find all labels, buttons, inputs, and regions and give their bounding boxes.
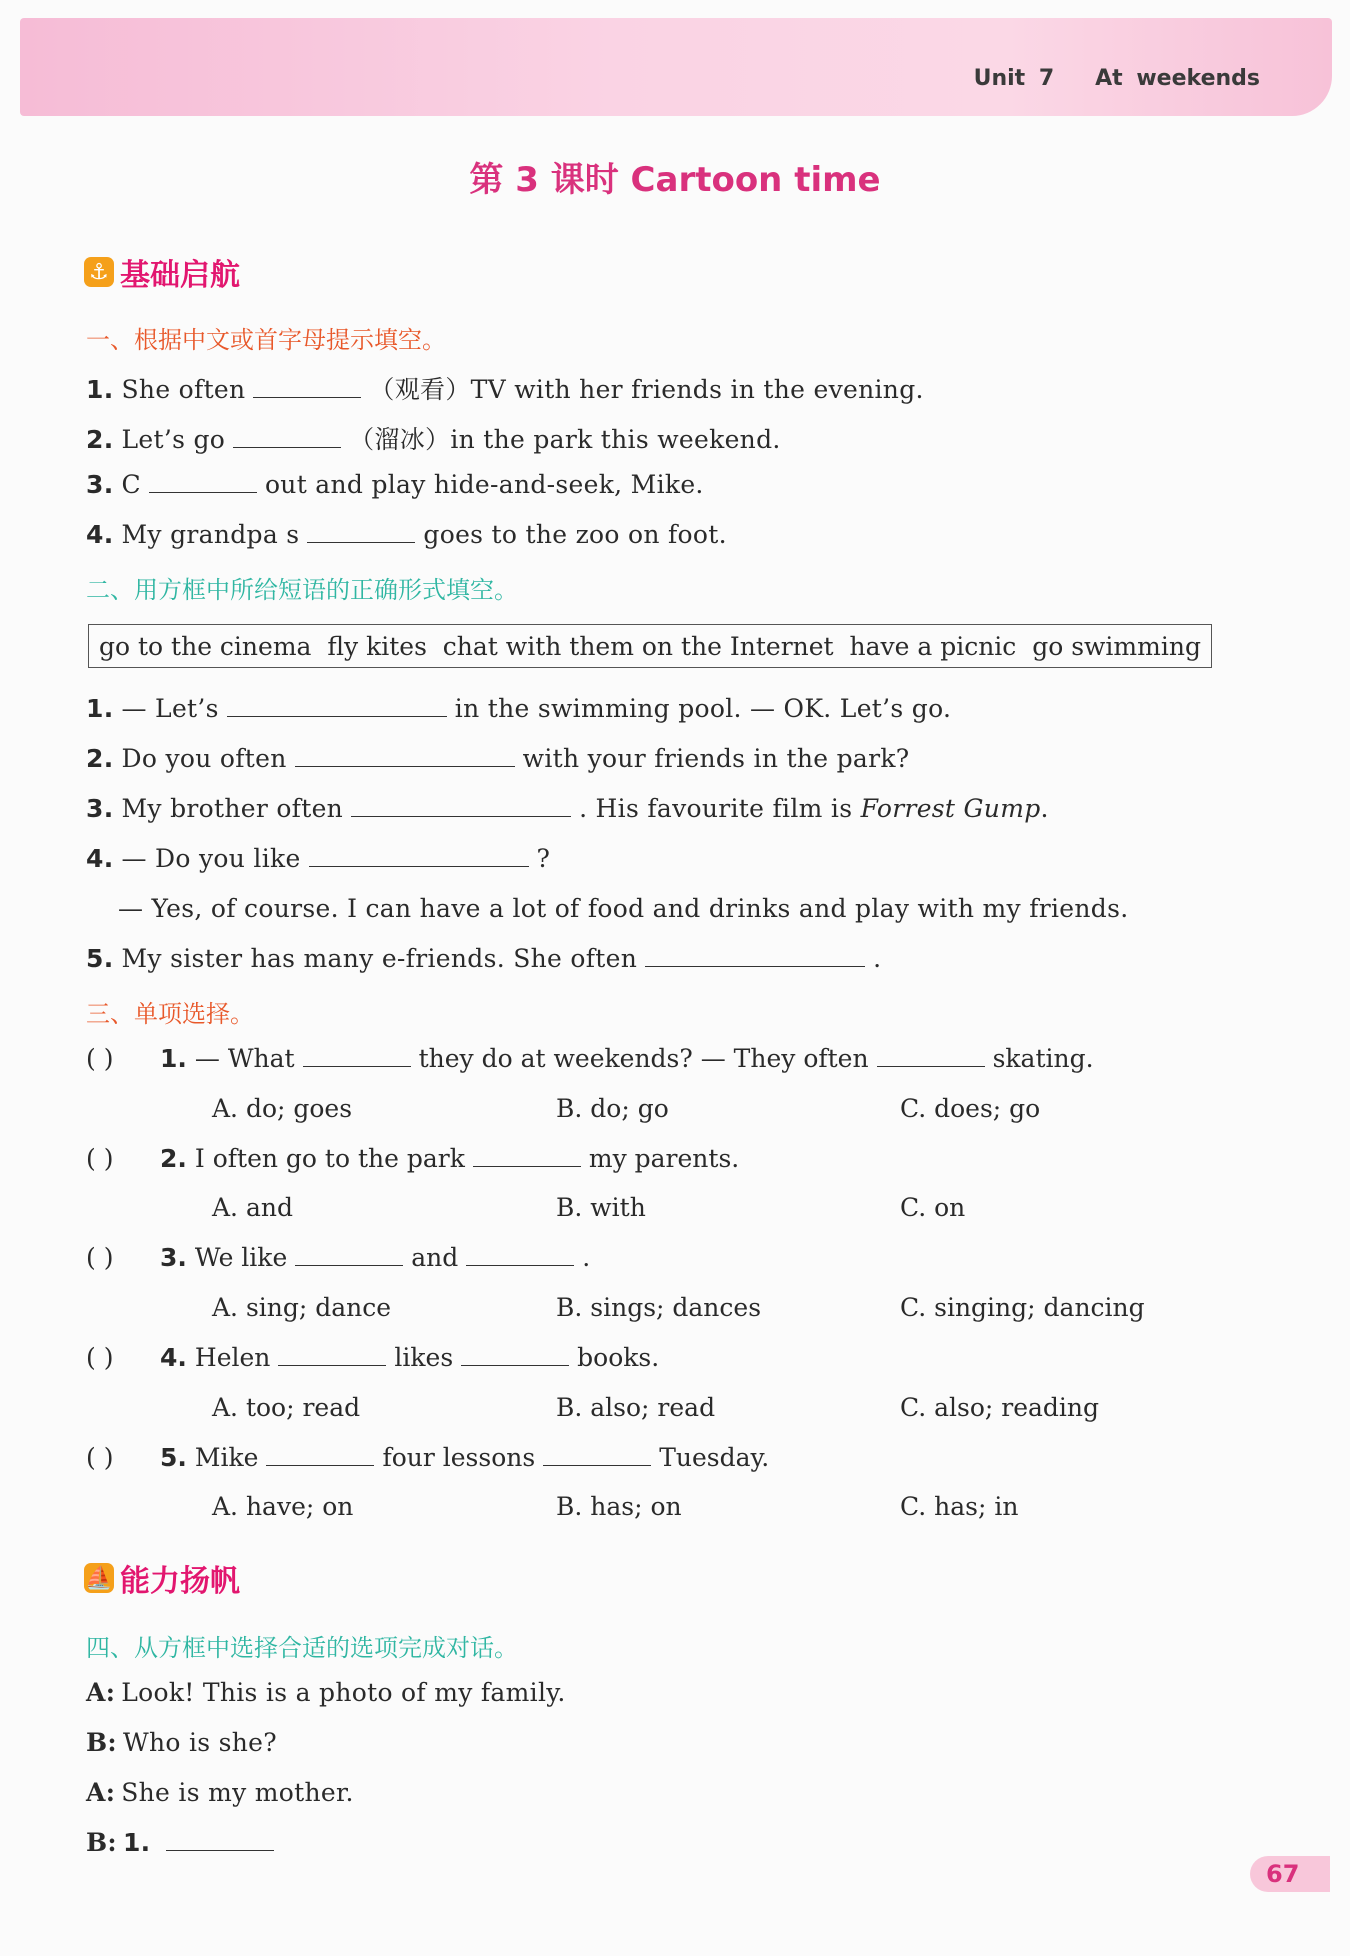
option-b[interactable]: B. sings; dances (556, 1293, 762, 1322)
s2-item-4-reply: — Yes, of course. I can have a lot of food and drinks and play with my friends. (118, 894, 1129, 923)
answer-blank[interactable] (166, 1849, 274, 1851)
answer-blank (543, 1464, 651, 1466)
option-a[interactable]: A. too; read (212, 1393, 361, 1422)
section1-heading: 一、根据中文或首字母提示填空。 (86, 326, 446, 354)
option-c[interactable]: C. has; in (900, 1492, 1019, 1521)
dialogue-line: B: Who is she? (86, 1728, 277, 1757)
answer-blank (266, 1464, 374, 1466)
s2-item-4: 4. — Do you like ? (86, 844, 551, 873)
s2-item-2: 2. Do you often with your friends in the park? (86, 744, 910, 773)
answer-paren[interactable]: ( ) (86, 1144, 114, 1173)
answer-blank[interactable] (149, 491, 257, 493)
answer-blank[interactable] (351, 815, 571, 817)
answer-paren[interactable]: ( ) (86, 1443, 114, 1472)
answer-blank (461, 1364, 569, 1366)
dialogue-line: A: Look! This is a photo of my family. (86, 1678, 566, 1707)
block-basic (84, 250, 240, 294)
section2-heading: 二、用方框中所给短语的正确形式填空。 (86, 576, 518, 604)
answer-blank (466, 1264, 574, 1266)
option-a[interactable]: A. have; on (212, 1492, 354, 1521)
s3-question-4: 4. Helen likes books. (160, 1343, 660, 1372)
phrase: have a picnic (849, 631, 1017, 661)
s1-item-4: 4. My grandpa s goes to the zoo on foot. (86, 520, 727, 549)
anchor-icon: ⚓ (84, 257, 114, 287)
s3-question-2: 2. I often go to the park my parents. (160, 1144, 740, 1173)
unit-label (974, 66, 1260, 91)
s1-item-2: 2. Let’s go （溜冰）in the park this weekend. (86, 425, 781, 454)
answer-blank (295, 1264, 403, 1266)
unit-topic: At weekends (1095, 66, 1260, 91)
answer-blank[interactable] (227, 715, 447, 717)
answer-blank (278, 1364, 386, 1366)
option-c[interactable]: C. does; go (900, 1094, 1041, 1123)
unit-number: Unit 7 (973, 66, 1055, 91)
option-a[interactable]: A. sing; dance (212, 1293, 392, 1322)
answer-blank[interactable] (307, 541, 415, 543)
answer-blank (303, 1065, 411, 1067)
block-ability (84, 1556, 240, 1600)
s2-item-1: 1. — Let’s in the swimming pool. — OK. Let’s go. (86, 694, 952, 723)
option-b[interactable]: B. has; on (556, 1492, 682, 1521)
s1-item-3: 3. C out and play hide-and-seek, Mike. (86, 470, 704, 499)
option-a[interactable]: A. and (212, 1193, 293, 1222)
answer-blank[interactable] (295, 765, 515, 767)
s3-question-5: 5. Mike four lessons Tuesday. (160, 1443, 770, 1472)
block-ability-label: 能力扬帆 (120, 1564, 240, 1599)
option-c[interactable]: C. on (900, 1193, 966, 1222)
option-a[interactable]: A. do; goes (212, 1094, 353, 1123)
answer-blank[interactable] (309, 865, 529, 867)
option-c[interactable]: C. singing; dancing (900, 1293, 1145, 1322)
s2-item-5: 5. My sister has many e-friends. She often . (86, 944, 882, 973)
phrase-box (88, 624, 1212, 668)
option-c[interactable]: C. also; reading (900, 1393, 1100, 1422)
s3-question-3: 3. We like and . (160, 1243, 591, 1272)
phrase: fly kites (327, 631, 427, 661)
dialogue-line: B: 1. (86, 1828, 282, 1857)
block-basic-label: 基础启航 (120, 258, 240, 293)
phrase: go to the cinema (99, 631, 312, 661)
answer-paren[interactable]: ( ) (86, 1243, 114, 1272)
answer-blank (473, 1165, 581, 1167)
s1-item-1: 1. She often （观看）TV with her friends in the evening. (86, 375, 924, 404)
page-number: 67 (1250, 1856, 1330, 1892)
s3-question-1: 1. — What they do at weekends? — They often skating. (160, 1044, 1094, 1073)
answer-blank[interactable] (233, 446, 341, 448)
answer-paren[interactable]: ( ) (86, 1044, 114, 1073)
section4-heading: 四、从方框中选择合适的选项完成对话。 (86, 1634, 518, 1662)
phrase: chat with them on the Internet (442, 631, 834, 661)
s2-item-3: 3. My brother often . His favourite film is Forrest Gump. (86, 794, 1049, 823)
answer-blank[interactable] (253, 396, 361, 398)
dialogue-line: A: She is my mother. (86, 1778, 354, 1807)
option-b[interactable]: B. do; go (556, 1094, 669, 1123)
sail-icon: ⛵ (84, 1563, 114, 1593)
option-b[interactable]: B. with (556, 1193, 646, 1222)
answer-paren[interactable]: ( ) (86, 1343, 114, 1372)
section3-heading: 三、单项选择。 (86, 1000, 254, 1028)
answer-blank[interactable] (645, 965, 865, 967)
lesson-title: 第 3 课时 Cartoon time (469, 160, 881, 200)
phrase: go swimming (1032, 631, 1201, 661)
option-b[interactable]: B. also; read (556, 1393, 716, 1422)
answer-blank (877, 1065, 985, 1067)
